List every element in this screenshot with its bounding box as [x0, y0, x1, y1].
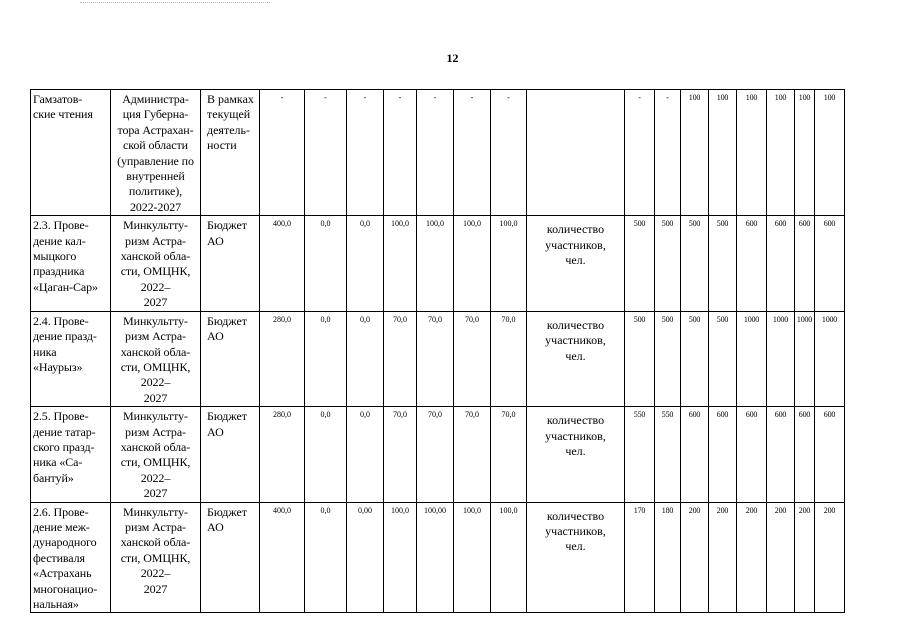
target-value-cell: 100 [681, 90, 709, 216]
funding-value-cell: 400,0 [260, 502, 305, 613]
target-value-cell: 200 [815, 502, 845, 613]
target-value-cell: 200 [709, 502, 737, 613]
funding-value-cell: - [454, 90, 491, 216]
funding-source-cell: Бюджет АО [201, 216, 260, 311]
funding-value-cell: 400,0 [260, 216, 305, 311]
funding-value-cell: - [347, 90, 384, 216]
target-value-cell: 600 [681, 407, 709, 502]
funding-value-cell: 70,0 [454, 407, 491, 502]
page-number: 12 [446, 51, 459, 65]
funding-source-cell: Бюджет АО [201, 407, 260, 502]
funding-value-cell: 70,0 [454, 311, 491, 406]
funding-value-cell: 0,0 [305, 502, 347, 613]
funding-value-cell: - [384, 90, 417, 216]
funding-value-cell: 0,00 [347, 502, 384, 613]
event-name-cell: Гамзатов- ские чтения [31, 90, 111, 216]
target-value-cell: 500 [709, 311, 737, 406]
event-name-cell: 2.6. Прове- дение меж- дународного фестиваля «Астрахань многонацио- нальная» [31, 502, 111, 613]
funding-value-cell: 100,0 [491, 502, 527, 613]
indicator-cell: количество участников, чел. [527, 216, 625, 311]
target-value-cell: 100 [795, 90, 815, 216]
funding-value-cell: 70,0 [384, 311, 417, 406]
target-value-cell: 600 [767, 407, 795, 502]
target-value-cell: 500 [625, 216, 655, 311]
funding-value-cell: - [417, 90, 454, 216]
table-row [31, 502, 845, 613]
executor-cell: Минкультту- ризм Астра- ханской обла- сти, ОМЦНК, 2022– 2027 [111, 216, 201, 311]
target-value-cell: 100 [737, 90, 767, 216]
indicator-cell: количество участников, чел. [527, 502, 625, 613]
funding-value-cell: 100,0 [417, 216, 454, 311]
target-value-cell: 500 [709, 216, 737, 311]
funding-value-cell: 70,0 [417, 311, 454, 406]
program-table [30, 89, 845, 613]
executor-cell: Минкультту- ризм Астра- ханской обла- сти, ОМЦНК, 2022– 2027 [111, 502, 201, 613]
target-value-cell: 600 [709, 407, 737, 502]
target-value-cell: 600 [815, 407, 845, 502]
table-row [31, 407, 845, 502]
event-name-cell: 2.5. Прове- дение татар- ского празд- ника «Са- бантуй» [31, 407, 111, 502]
funding-value-cell: 70,0 [417, 407, 454, 502]
table-row [31, 216, 845, 311]
funding-value-cell: 0,0 [305, 407, 347, 502]
target-value-cell: 1000 [795, 311, 815, 406]
target-value-cell: 1000 [737, 311, 767, 406]
funding-value-cell: - [260, 90, 305, 216]
funding-source-cell: Бюджет АО [201, 502, 260, 613]
target-value-cell: 600 [737, 407, 767, 502]
target-value-cell: 500 [655, 216, 681, 311]
target-value-cell: 600 [795, 216, 815, 311]
executor-cell: Минкультту- ризм Астра- ханской обла- сти, ОМЦНК, 2022– 2027 [111, 311, 201, 406]
target-value-cell: - [655, 90, 681, 216]
target-value-cell: 100 [767, 90, 795, 216]
event-name-cell: 2.4. Прове- дение празд- ника «Наурыз» [31, 311, 111, 406]
target-value-cell: 550 [625, 407, 655, 502]
funding-value-cell: 100,0 [491, 216, 527, 311]
funding-value-cell: 0,0 [347, 311, 384, 406]
target-value-cell: 600 [795, 407, 815, 502]
target-value-cell: 600 [767, 216, 795, 311]
funding-value-cell: 100,0 [384, 502, 417, 613]
target-value-cell: 100 [815, 90, 845, 216]
target-value-cell: 500 [681, 216, 709, 311]
indicator-cell: количество участников, чел. [527, 407, 625, 502]
funding-source-cell: В рамках текущей деятель- ности [201, 90, 260, 216]
target-value-cell: 180 [655, 502, 681, 613]
indicator-cell: количество участников, чел. [527, 311, 625, 406]
target-value-cell: 200 [681, 502, 709, 613]
funding-value-cell: 100,0 [384, 216, 417, 311]
event-name-cell: 2.3. Прове- дение кал- мыцкого праздника «Цаган-Сар» [31, 216, 111, 311]
target-value-cell: 200 [795, 502, 815, 613]
table-row [31, 311, 845, 406]
scan-artifact [80, 2, 270, 5]
funding-value-cell: 280,0 [260, 407, 305, 502]
funding-value-cell: 100,0 [454, 216, 491, 311]
target-value-cell: 1000 [767, 311, 795, 406]
funding-value-cell: 280,0 [260, 311, 305, 406]
funding-value-cell: 70,0 [384, 407, 417, 502]
target-value-cell: - [625, 90, 655, 216]
funding-source-cell: Бюджет АО [201, 311, 260, 406]
indicator-cell [527, 90, 625, 216]
funding-value-cell: 100,00 [417, 502, 454, 613]
target-value-cell: 500 [655, 311, 681, 406]
target-value-cell: 600 [737, 216, 767, 311]
funding-value-cell: 0,0 [305, 311, 347, 406]
target-value-cell: 100 [709, 90, 737, 216]
executor-cell: Минкультту- ризм Астра- ханской обла- сти, ОМЦНК, 2022– 2027 [111, 407, 201, 502]
target-value-cell: 600 [815, 216, 845, 311]
funding-value-cell: - [305, 90, 347, 216]
funding-value-cell: 100,0 [454, 502, 491, 613]
executor-cell: Администра- ция Губерна- тора Астрахан- ской области (управление по внутренней политике), 2022-2027 [111, 90, 201, 216]
funding-value-cell: 0,0 [305, 216, 347, 311]
target-value-cell: 500 [681, 311, 709, 406]
funding-value-cell: 70,0 [491, 407, 527, 502]
funding-value-cell: - [491, 90, 527, 216]
target-value-cell: 200 [737, 502, 767, 613]
target-value-cell: 200 [767, 502, 795, 613]
target-value-cell: 500 [625, 311, 655, 406]
funding-value-cell: 70,0 [491, 311, 527, 406]
funding-value-cell: 0,0 [347, 216, 384, 311]
funding-value-cell: 0,0 [347, 407, 384, 502]
target-value-cell: 170 [625, 502, 655, 613]
target-value-cell: 550 [655, 407, 681, 502]
target-value-cell: 1000 [815, 311, 845, 406]
table-row [31, 90, 845, 216]
